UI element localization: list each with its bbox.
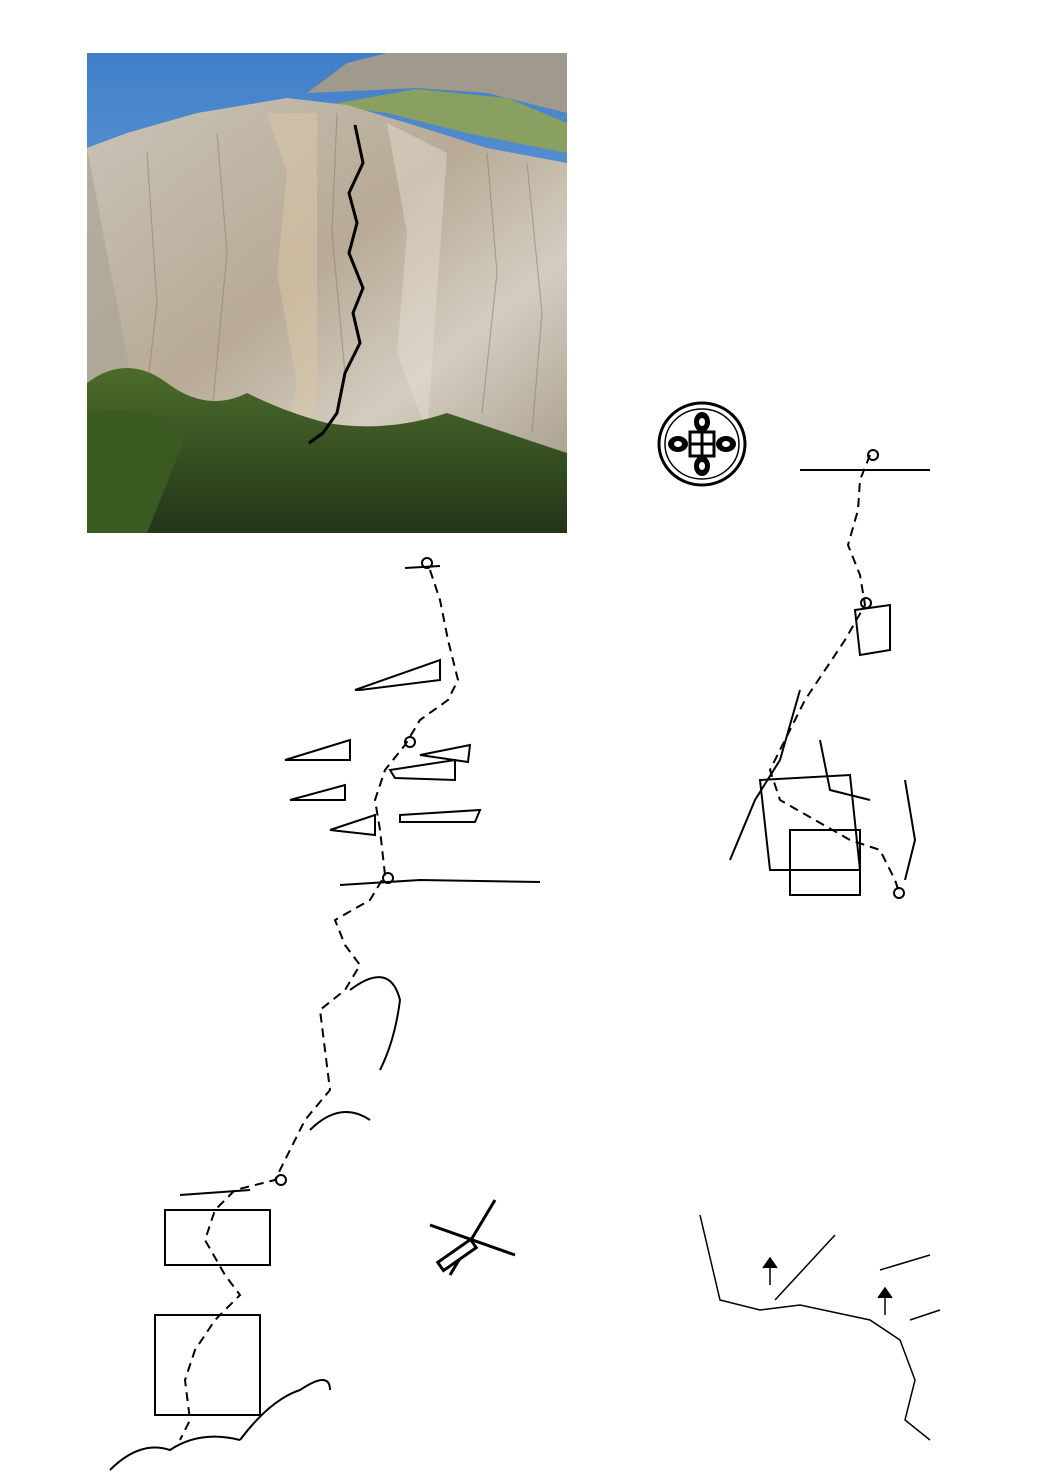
adinkra-symbol-icon <box>656 400 748 488</box>
cliff-photo <box>87 53 567 533</box>
top-ornament-border <box>55 8 995 34</box>
left-ornament-border <box>36 50 62 780</box>
right-ornament-border <box>1004 45 1034 765</box>
hammer-pitons-icon <box>425 1195 520 1280</box>
